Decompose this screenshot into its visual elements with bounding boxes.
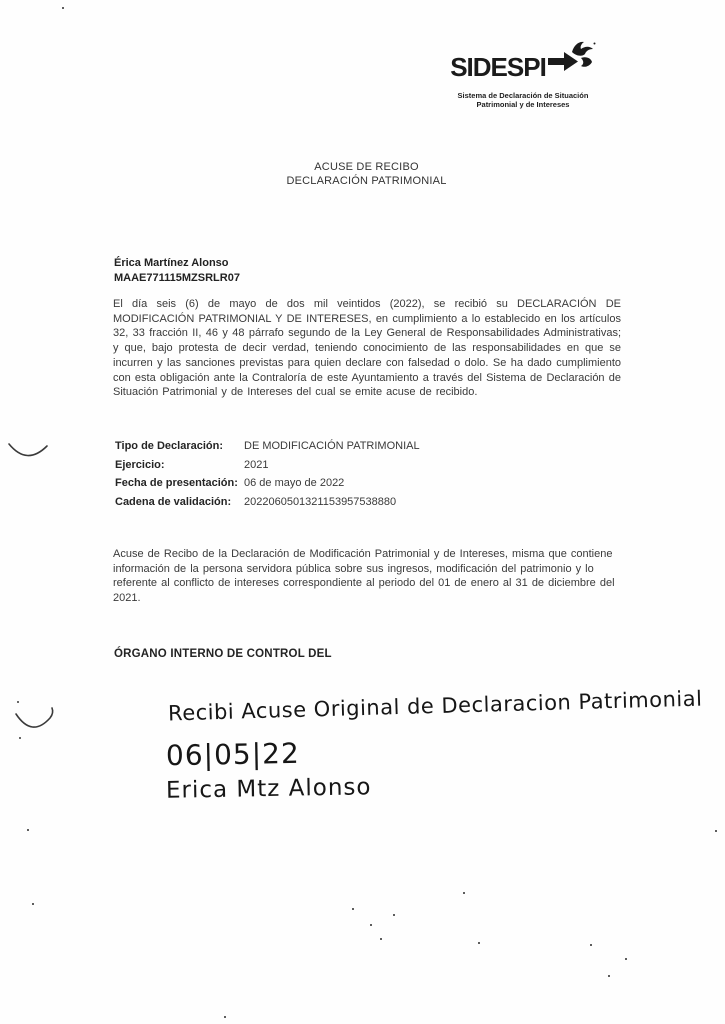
field-value-cadena: 2022060501321153957538880 <box>244 495 397 508</box>
pen-arc-mark <box>12 700 58 745</box>
field-row-cadena <box>115 493 545 512</box>
declarant-block <box>114 256 240 285</box>
logo-tagline-line2: Patrimonial y de Intereses <box>476 100 570 110</box>
sidespi-wordmark: SIDESPI <box>450 51 546 82</box>
field-value-tipo: DE MODIFICACIÓN PATRIMONIAL <box>244 440 420 452</box>
handwritten-date: 06|05|22 <box>165 736 301 773</box>
scan-speckle <box>370 924 372 926</box>
scan-speckle <box>463 892 465 894</box>
handwritten-signature: Erica Mtz Alonso <box>165 774 372 804</box>
declarant-id: MAAE771115MZSRLR07 <box>114 271 240 284</box>
scan-speckle <box>62 7 64 9</box>
field-row-fecha <box>115 474 545 493</box>
field-label-fecha: Fecha de presentación: <box>115 477 238 490</box>
scan-speckle <box>478 942 480 944</box>
scan-speckle <box>393 914 395 916</box>
logo-tagline-line1: Sistema de Declaración de Situación <box>457 91 589 100</box>
document-title <box>113 161 620 188</box>
pen-arc-mark <box>5 436 51 473</box>
scan-speckle <box>32 903 34 905</box>
logo-tagline <box>443 91 603 110</box>
scan-speckle <box>224 1016 226 1018</box>
declaration-fields <box>115 437 545 511</box>
receipt-paragraph: El día seis (6) de mayo de dos mil veintidos (2022), se recibió su DECLARACIÓN DE MODIFICACIÓN PATRIMONIAL Y DE INTERESES, en cumplimiento a lo establecido en los artículos 32, 33 fracción II, 46 y 48 párrafo segundo de la Ley General de Responsabilidades Administrativas; y que, bajo protesta de decir verdad, teniendo conocimiento de las responsabilidades en que se incurren y las sanciones previstas para quien declare con falsedad o dolo. Se ha dado cumplimiento con esta obligación ante la Contraloría de este Ayuntamiento a través del Sistema de Declaración de Situación Patrimonial y de Intereses del cual se emite acuse de recibido. <box>113 298 621 399</box>
title-line2: DECLARACIÓN PATRIMONIAL <box>286 174 447 187</box>
field-label-ejercicio: Ejercicio: <box>115 458 165 471</box>
sidespi-logo <box>443 44 603 110</box>
scan-speckle <box>352 908 354 910</box>
scan-speckle <box>625 958 627 960</box>
org-control-heading: ÓRGANO INTERNO DE CONTROL DEL <box>114 648 332 660</box>
summary-paragraph: Acuse de Recibo de la Declaración de Modificación Patrimonial y de Intereses, misma que contiene información de la persona servidora pública sobre sus ingresos, modificación del patrimonio y lo referente al conflicto de intereses correspondiente al periodo del 01 de enero al 31 de diciembre del 2021. <box>113 548 615 605</box>
declarant-name: Érica Martínez Alonso <box>114 257 229 269</box>
arrow-bird-icon <box>548 40 596 85</box>
scan-speckle <box>27 829 29 831</box>
field-value-ejercicio: 2021 <box>244 458 269 471</box>
field-row-tipo <box>115 437 545 456</box>
field-label-tipo: Tipo de Declaración: <box>115 440 223 452</box>
scan-speckle <box>380 938 382 940</box>
title-line1: ACUSE DE RECIBO <box>314 161 419 173</box>
scan-speckle <box>608 975 610 977</box>
field-label-cadena: Cadena de validación: <box>115 495 232 508</box>
field-row-ejercicio <box>115 456 545 475</box>
handwritten-receipt-note: Recibi Acuse Original de Declaracion Patrimonial <box>167 686 703 726</box>
field-value-fecha: 06 de mayo de 2022 <box>244 477 345 490</box>
scan-speckle <box>715 830 717 832</box>
scan-speckle <box>590 944 592 946</box>
